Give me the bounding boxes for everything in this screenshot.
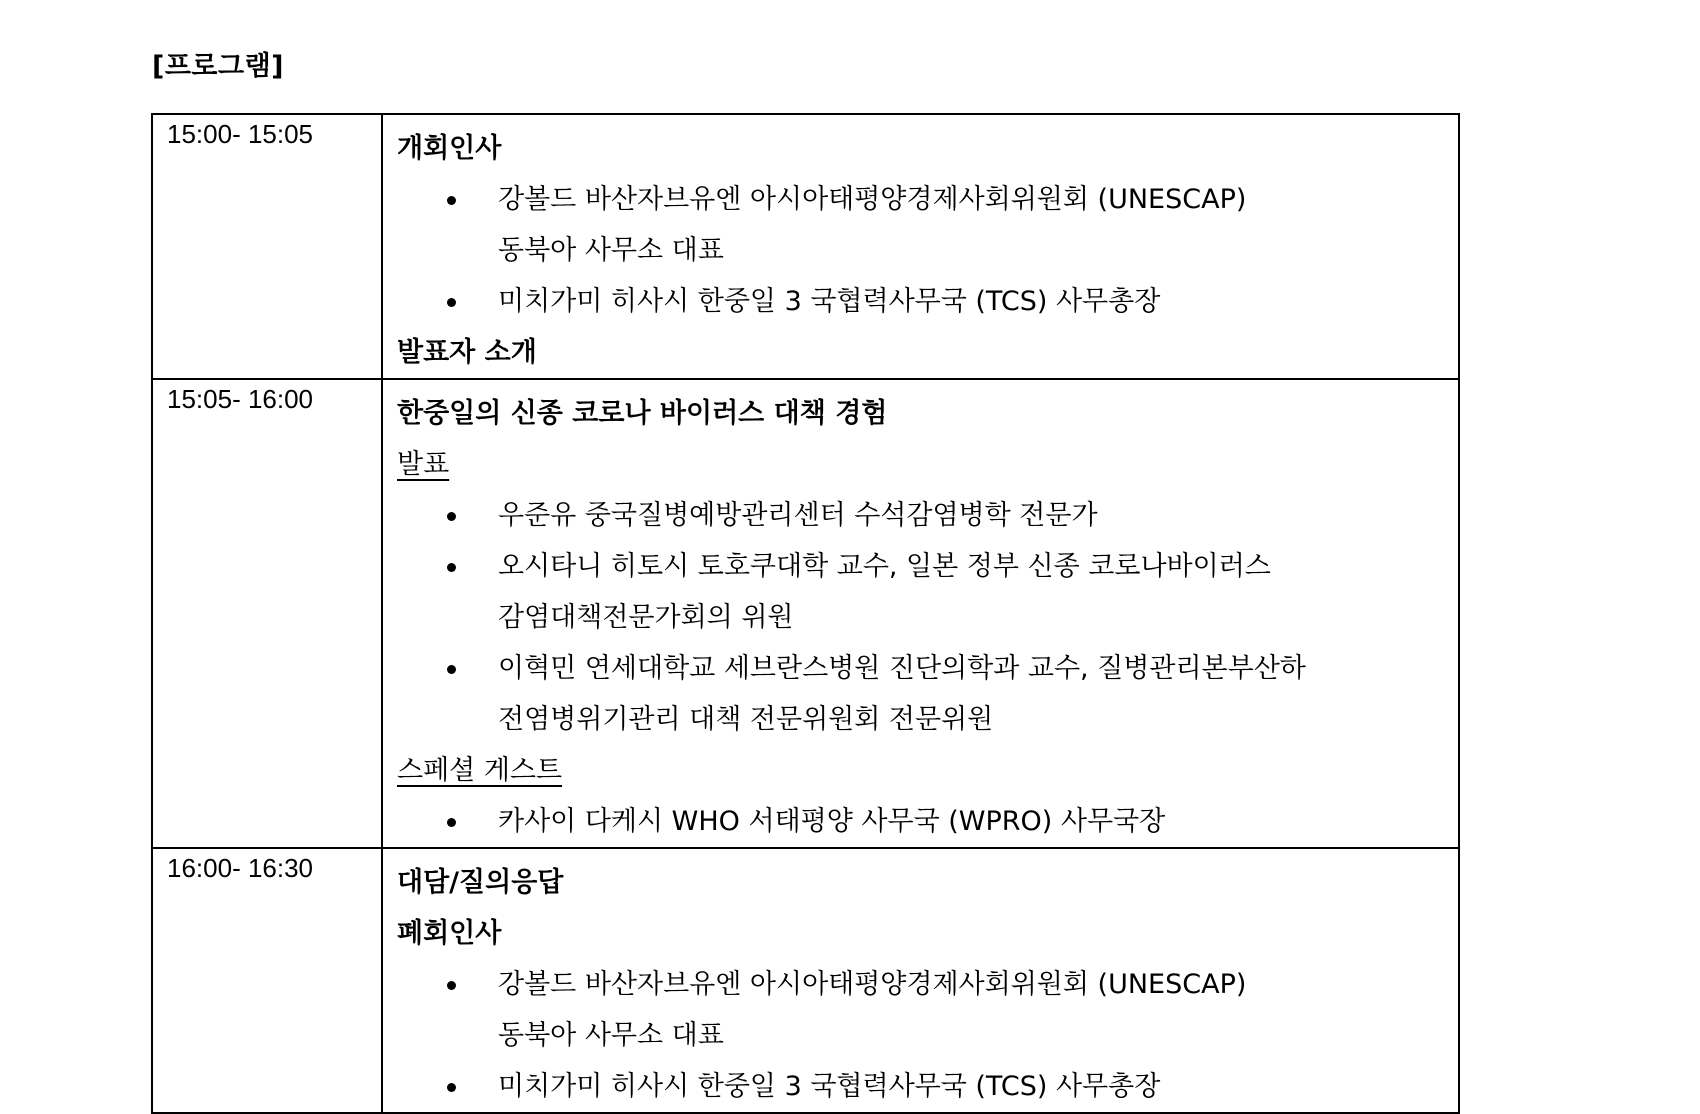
section-subheading-text: 스페셜 게스트 <box>397 755 563 786</box>
bullet-item-text: 우준유 중국질병예방관리센터 수석감염병학 전문가 <box>498 500 1098 531</box>
bullet-item-text: 미치가미 히사시 한중일 3 국협력사무국 (TCS) 사무총장 <box>498 1071 1161 1102</box>
bullet-item <box>397 643 1458 694</box>
bullet-item-text: 카사이 다케시 WHO 서태평양 사무국 (WPRO) 사무국장 <box>498 806 1166 837</box>
session-time: 16:00- 16:30 <box>152 848 382 1113</box>
bullet-continuation-text: 동북아 사무소 대표 <box>498 1020 724 1051</box>
section-heading-text: 대담/질의응답 <box>397 867 564 898</box>
session-time: 15:00- 15:05 <box>152 114 382 379</box>
section-heading-text: 폐회인사 <box>397 918 502 949</box>
bullet-item <box>397 796 1458 847</box>
session-content <box>382 114 1459 379</box>
section-heading-text: 개회인사 <box>397 133 502 164</box>
session-row <box>152 848 1459 1113</box>
bullet-item-text: 이혁민 연세대학교 세브란스병원 진단의학과 교수, 질병관리본부산하 <box>498 653 1306 684</box>
session-time: 15:05- 16:00 <box>152 379 382 848</box>
bullet-item <box>397 541 1458 592</box>
bullet-item <box>397 174 1458 225</box>
bullet-dot-icon <box>447 981 456 990</box>
bullet-item <box>397 959 1458 1010</box>
session-row <box>152 114 1459 379</box>
program-table <box>151 113 1460 1114</box>
bullet-item-text: 강볼드 바산자브유엔 아시아태평양경제사회위원회 (UNESCAP) <box>498 184 1247 215</box>
bullet-continuation <box>397 1010 1458 1061</box>
session-row <box>152 379 1459 848</box>
bullet-dot-icon <box>447 563 456 572</box>
bullet-dot-icon <box>447 818 456 827</box>
bullet-continuation-text: 감염대책전문가회의 위원 <box>498 602 794 633</box>
section-heading <box>397 857 1458 908</box>
bullet-dot-icon <box>447 512 456 521</box>
bullet-item-text: 미치가미 히사시 한중일 3 국협력사무국 (TCS) 사무총장 <box>498 286 1161 317</box>
bullet-item <box>397 276 1458 327</box>
section-heading <box>397 327 1458 378</box>
bullet-item <box>397 490 1458 541</box>
section-heading <box>397 908 1458 959</box>
session-content <box>382 848 1459 1113</box>
bullet-continuation-text: 동북아 사무소 대표 <box>498 235 724 266</box>
bullet-dot-icon <box>447 1083 456 1092</box>
section-subheading-text: 발표 <box>397 449 450 480</box>
bullet-continuation <box>397 592 1458 643</box>
session-content <box>382 379 1459 848</box>
section-heading <box>397 388 1458 439</box>
bullet-continuation <box>397 225 1458 276</box>
bullet-continuation <box>397 694 1458 745</box>
bullet-item-text: 오시타니 히토시 토호쿠대학 교수, 일본 정부 신종 코로나바이러스 <box>498 551 1271 582</box>
bullet-continuation-text: 전염병위기관리 대책 전문위원회 전문위원 <box>498 704 994 735</box>
bullet-item-text: 강볼드 바산자브유엔 아시아태평양경제사회위원회 (UNESCAP) <box>498 969 1247 1000</box>
section-subheading <box>397 745 1458 796</box>
page-title: [프로그램] <box>152 51 285 82</box>
section-heading-text: 한중일의 신종 코로나 바이러스 대책 경험 <box>397 398 888 429</box>
section-heading-text: 발표자 소개 <box>397 337 537 368</box>
section-heading <box>397 123 1458 174</box>
bullet-dot-icon <box>447 665 456 674</box>
bullet-item <box>397 1061 1458 1112</box>
section-subheading <box>397 439 1458 490</box>
bullet-dot-icon <box>447 298 456 307</box>
bullet-dot-icon <box>447 196 456 205</box>
